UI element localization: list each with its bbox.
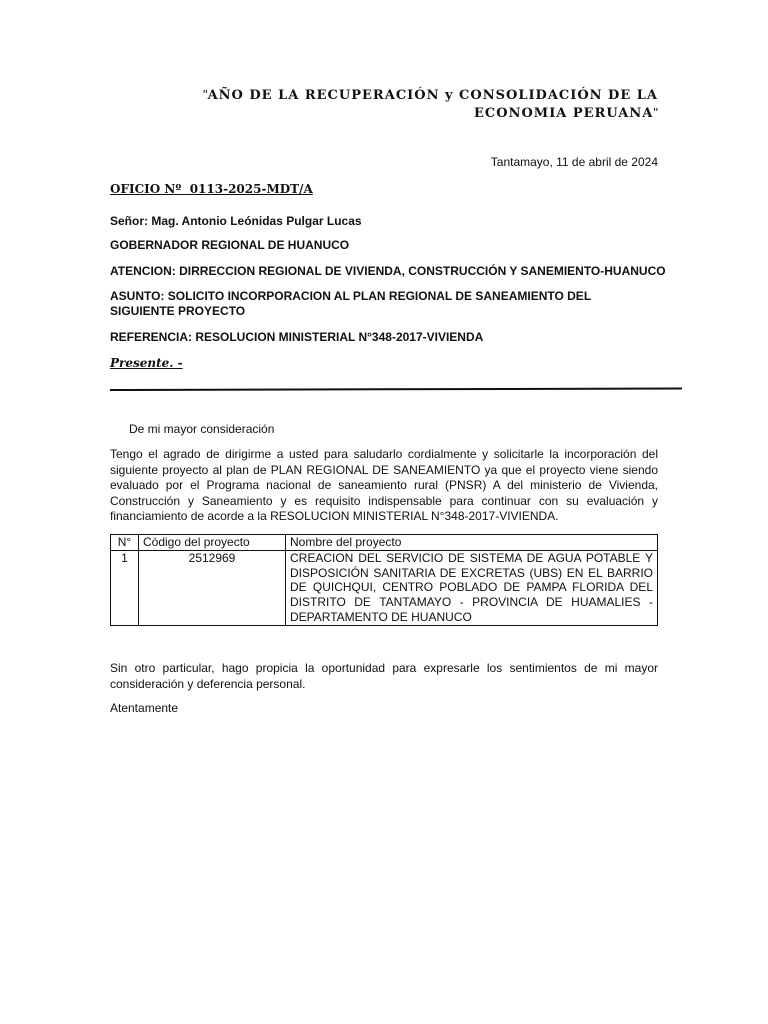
presente-label: Presente. - — [110, 356, 183, 370]
reference-line: REFERENCIA: RESOLUCION MINISTERIAL N°348-2017-VIVIENDA — [110, 330, 484, 344]
row-number: 1 — [111, 550, 139, 625]
table-header-row — [111, 535, 658, 551]
year-title-quote-open: " — [202, 87, 208, 102]
year-title-line2: ECONOMIA PERUANA — [474, 106, 654, 121]
row-project-code: 2512969 — [139, 550, 286, 625]
table-row — [111, 550, 658, 625]
row-project-name: CREACION DEL SERVICIO DE SISTEMA DE AGUA POTABLE Y DISPOSICIÓN SANITARIA DE EXCRETAS (UBS) EN EL BARRIO DE QUICHQUI, CENTRO POBLADO DE PAMPA FLORIDA DEL DISTRITO DE TANTAMAYO - PROVINCIA DE HUAMALIES - DEPARTAMENTO DE HUANUCO — [286, 550, 658, 625]
subject-line: ASUNTO: SOLICITO INCORPORACION AL PLAN REGIONAL DE SANEAMIENTO DEL SIGUIENTE PROYECTO — [110, 289, 591, 318]
project-table — [110, 534, 658, 626]
attention-line: ATENCION: DIRRECCION REGIONAL DE VIVIENDA, CONSTRUCCIÓN Y SANEMIENTO-HUANUCO — [110, 264, 666, 278]
separator-line — [110, 388, 682, 391]
request-paragraph: Tengo el agrado de dirigirme a usted para saludarlo cordialmente y solicitarle la incorporación del siguiente proyecto al plan de PLAN REGIONAL DE SANEAMIENTO ya que el proyecto viene siendo evaluado por el Programa nacional de saneamiento rural (PNSR) A del ministerio de Vivienda, Construcción y Saneamiento y es requisito indispensable para continuar con su evaluación y financiamiento de acorde a la RESOLUCION MINISTERIAL N°348-2017-VIVIENDA. — [110, 447, 658, 523]
oficio-number: OFICIO Nº 0113-2025-MDT/A — [110, 182, 313, 196]
year-title — [110, 86, 658, 122]
header-number: N° — [111, 535, 139, 551]
addressee-position: GOBERNADOR REGIONAL DE HUANUCO — [110, 238, 350, 252]
closing-paragraph: Sin otro particular, hago propicia la oportunidad para expresarle los sentimientos de mi mayor consideración y deferencia personal. — [110, 661, 658, 691]
header-project-name: Nombre del proyecto — [286, 535, 658, 551]
sign-off: Atentamente — [110, 701, 179, 715]
year-title-quote-close: " — [653, 105, 658, 120]
header-code: Código del proyecto — [139, 535, 286, 551]
letter-date: Tantamayo, 11 de abril de 2024 — [490, 155, 658, 169]
year-title-line1: AÑO DE LA RECUPERACIÓN y CONSOLIDACIÓN DE LA — [207, 88, 658, 103]
greeting: De mi mayor consideración — [129, 422, 275, 436]
addressee-name: Señor: Mag. Antonio Leónidas Pulgar Lucas — [110, 214, 362, 228]
